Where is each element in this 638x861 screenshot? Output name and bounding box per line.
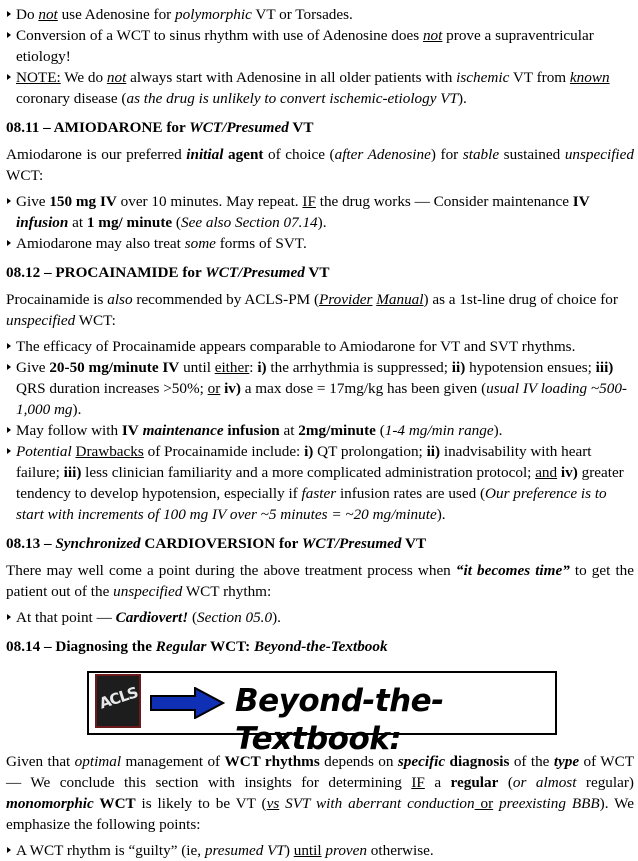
section-heading-0812: 08.12 – PROCAINAMIDE for WCT/Presumed VT [6,264,330,281]
paragraph-amiodarone-intro: Amiodarone is our preferred initial agent of choice (after Adenosine) for stable sustained unspecified WCT: [6,146,634,184]
document-page [6,4,634,861]
bullet-adenosine-polymorphic: Do not use Adenosine for polymorphic VT or Torsades. [6,4,634,25]
section-heading-0811: 08.11 – AMIODARONE for WCT/Presumed VT [6,119,314,136]
bullet-procainamide-efficacy: The efficacy of Procainamide appears comparable to Amiodarone for VT and SVT rhythms. [6,336,634,357]
paragraph-procainamide-intro: Procainamide is also recommended by ACLS-PM (Provider Manual) as a 1st-line drug of choice for unspecified WCT: [6,291,618,329]
bullet-procainamide-drawbacks: Potential Drawbacks of Procainamide include: i) QT prolongation; ii) inadvisability with heart failure; iii) less clinician familiarity and a more complicated administration protocol; and iv) greater tendency to develop hypotension, especially if faster infusion rates are used (Our preference is to start with increments of 100 mg IV over ~5 minutes = ~20 mg/minute). [6,441,634,525]
paragraph-cardioversion-intro: There may well come a point during the above treatment process when “it becomes time” to get the patient out of the unspecified WCT rhythm: [6,562,634,600]
bullet-amiodarone-svt: Amiodarone may also treat some forms of SVT. [6,233,634,254]
bullet-wct-guilty: A WCT rhythm is “guilty” (ie, presumed VT) until proven otherwise. [6,840,634,861]
right-arrow-icon [149,687,225,719]
bullet-adenosine-note: NOTE: We do not always start with Adenosine in all older patients with ischemic VT from known coronary disease (as the drug is unlikely to convert ischemic-etiology VT). [6,67,634,109]
bullet-adenosine-conversion: Conversion of a WCT to sinus rhythm with use of Adenosine does not prove a supraventricular etiology! [6,25,634,67]
paragraph-regular-wct-intro: Given that optimal management of WCT rhythms depends on specific diagnosis of the type of WCT — We conclude this section with insights for determining IF a regular (or almost regular) monomorphic WCT is likely to be VT (vs SVT with aberrant conduction or preexisting BBB). We emphasize the following points: [6,753,635,833]
bullet-amiodarone-dose: Give 150 mg IV over 10 minutes. May repeat. IF the drug works — Consider maintenance IV infusion at 1 mg/ minute (See also Section 07.14). [6,191,634,233]
acls-badge-icon: ACLS [95,674,141,728]
bullet-procainamide-maintenance: May follow with IV maintenance infusion at 2mg/minute (1-4 mg/min range). [6,420,634,441]
bullet-procainamide-dose: Give 20-50 mg/minute IV until either: i) the arrhythmia is suppressed; ii) hypotension ensues; iii) QRS duration increases >50%; or iv) a max dose = 17mg/kg has been given (usual IV loading ~500-1,000 mg). [6,357,634,420]
banner-title: Beyond-the-Textbook: [235,683,444,757]
section-heading-0813: 08.13 – Synchronized CARDIOVERSION for WCT/Presumed VT [6,535,427,552]
section-heading-0814: 08.14 – Diagnosing the Regular WCT: Beyond-the-Textbook [6,638,388,655]
bullet-cardiovert: At that point — Cardiovert! (Section 05.0). [6,607,634,628]
beyond-the-textbook-banner [87,671,557,757]
